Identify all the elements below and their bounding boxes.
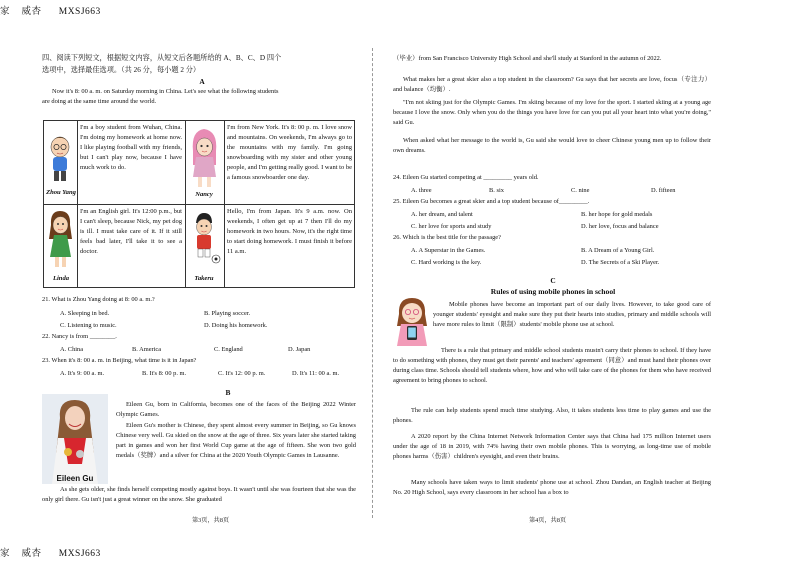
section-a-heading: A bbox=[199, 77, 205, 86]
page-divider bbox=[372, 48, 373, 518]
question-22: 22. Nancy is from ________. bbox=[42, 333, 117, 340]
q22-option-a[interactable]: A. China bbox=[60, 346, 84, 353]
linda-name: Linda bbox=[52, 275, 70, 282]
right-page-number: 第4页，共8页 bbox=[529, 517, 567, 524]
q23-option-a[interactable]: A. It's 9: 00 a. m. bbox=[60, 370, 105, 377]
skier-photo-icon bbox=[42, 394, 108, 484]
nancy-text: I'm from New York. It's 8: 00 p. m. I love snow and mountains. On weekends, I'm always go to the mountains with my family. I'm going snowboarding with my sister and other young people, and I'm getting really good. I want to be a famous snowboarder one day. bbox=[227, 124, 352, 181]
q25-option-a[interactable]: A. her dream, and talent bbox=[411, 211, 473, 218]
q24-option-c[interactable]: C. nine bbox=[571, 187, 590, 194]
question-21: 21. What is Zhou Yang doing at 8: 00 a. m.? bbox=[42, 296, 155, 303]
q26-option-c[interactable]: C. Hard working is the key. bbox=[411, 259, 482, 266]
zhou-yang-cell bbox=[44, 121, 77, 204]
girl-pink-hair-icon bbox=[185, 121, 224, 193]
girl-with-phone-icon bbox=[393, 296, 431, 348]
c-title: Rules of using mobile phones in school bbox=[490, 287, 616, 296]
b-paragraph-1: Eileen Gu, born in California, becomes one of the faces of the Beijing 2022 Winter Olympic Games. bbox=[116, 401, 356, 418]
nancy-name: Nancy bbox=[195, 191, 213, 198]
eileen-gu-photo bbox=[42, 394, 108, 484]
q25-option-c[interactable]: C. her love for sports and study bbox=[411, 223, 492, 230]
nancy-cell bbox=[185, 121, 224, 204]
zhou-yang-name: Zhou Yang bbox=[46, 189, 76, 196]
b-continued-2: What makes her a great skier also a top student in the classroom? Gu says that her secrets are love, focus（专注力）and balance（均衡）. bbox=[393, 76, 711, 93]
c-paragraph-5: Many schools have taken ways to limit students' phone use at school. Zhou Dandan, an English teacher at Beijing No. 20 High School, says every classroom in her school has a box to bbox=[393, 479, 711, 496]
zhou-yang-text: I'm a boy student from Wuhan, China. I'm doing my homework at home now. I like playing football with my friends, but I can't play now, because I have much work to do. bbox=[80, 124, 182, 171]
q21-option-c[interactable]: C. Listening to music. bbox=[60, 322, 117, 329]
c-paragraph-2: There is a rule that primary and middle school students mustn't carry their phones to school. If they have to do something with phones, they must get their parents' and teachers' agreement（同意）and must hand their phones over during class time. Schools should tell students where, how and who will take care of the phones for them who have received agreement to bring phones to school. bbox=[393, 347, 711, 384]
b-continued-3: "I'm not skiing just for the Olympic Games. I'm skiing because of my love for the sport. I started skiing at a young age because I love the snow. Only when you do the things you have love for can you put all your heart into what you're doing," said Gu. bbox=[393, 99, 711, 126]
section-c-heading: C bbox=[550, 276, 556, 285]
boy-glasses-icon bbox=[44, 121, 77, 191]
question-25: 25. Eileen Gu becomes a great skier and a top student because of_________. bbox=[393, 198, 590, 205]
q24-option-a[interactable]: A. three bbox=[411, 187, 432, 194]
page-header-label: 家 威杏 MXSJ663 bbox=[0, 7, 101, 17]
students-table bbox=[43, 120, 355, 288]
section-b-heading: B bbox=[225, 388, 231, 397]
q22-option-c[interactable]: C. England bbox=[214, 346, 243, 353]
instruction-line-1: 四、阅读下列短文，根据短文内容，从短文后各题所给的 A、B、C、D 四个 bbox=[42, 54, 282, 62]
c-paragraph-4: A 2020 report by the China Internet Network Information Center says that China had 175 million Internet users under the age of 18 in 2019, with 74% having their own mobile phones. This is worrying, as long-time use of mobile phones harms（伤害）children's eyesight, and even their brains. bbox=[393, 433, 711, 460]
question-23: 23. When it's 8: 00 a. m. in Beijing, what time is it in Japan? bbox=[42, 357, 197, 364]
instruction-line-2: 选项中，选择最佳选项。（共 26 分，每小题 2 分） bbox=[42, 66, 201, 74]
q23-option-d[interactable]: D. It's 11: 00 a. m. bbox=[292, 370, 340, 377]
girl-green-dress-icon bbox=[44, 205, 77, 277]
boy-soccer-icon bbox=[185, 205, 224, 277]
q24-option-d[interactable]: D. fifteen bbox=[651, 187, 676, 194]
left-page-number: 第3页，共8页 bbox=[192, 517, 230, 524]
linda-text: I'm an English girl. It's 12:00 p.m., but I can't sleep, because Nick, my pet dog is ill. I must take care of it. If it still feels bad later, I'll take it to see a doctor. bbox=[80, 208, 182, 255]
intro-line-1: Now it's 8: 00 a. m. on Saturday morning in China. Let's see what the following students bbox=[52, 88, 279, 95]
q21-option-b[interactable]: B. Playing soccer. bbox=[204, 310, 251, 317]
phone-girl-illustration bbox=[393, 296, 429, 348]
q23-option-b[interactable]: B. It's 8: 00 p. m. bbox=[142, 370, 187, 377]
q26-option-a[interactable]: A. A Superstar in the Games. bbox=[411, 247, 486, 254]
takeru-cell bbox=[185, 205, 224, 289]
takeru-text: Hello, I'm from Japan. It's 9 a.m. now. On weekends, I often get up at 7 then I'll do my homework in two hours. Now, it's the right time to start doing homework. I must finish it before 11 a.m. bbox=[227, 208, 352, 255]
takeru-name: Takeru bbox=[194, 275, 214, 282]
q26-option-b[interactable]: B. A Dream of a Young Girl. bbox=[581, 247, 655, 254]
b-continued-4: When asked what her message to the world is, Gu said she would love to cheer Chinese young men up to follow their own dreams. bbox=[393, 137, 711, 154]
b-paragraph-3: As she gets older, she finds herself competing mostly against boys. It wasn't until she was fourteen that she was the only girl there. Gu isn't just a great winner on the snow. She graduated bbox=[42, 486, 356, 503]
intro-line-2: are doing at the same time around the world. bbox=[42, 98, 157, 105]
page-footer-label: 家 威杏 MXSJ663 bbox=[0, 549, 101, 559]
question-24: 24. Eileen Gu started competing at _________ years old. bbox=[393, 174, 539, 181]
q24-option-b[interactable]: B. six bbox=[489, 187, 504, 194]
c-paragraph-1: Mobile phones have become an important part of our daily lives. However, to take good care of younger students' eyesight and make sure they put their hearts into studies, primary and middle schools will have more rules to limit（限制）students' mobile phone use at school. bbox=[433, 301, 711, 328]
q22-option-d[interactable]: D. Japan bbox=[288, 346, 311, 353]
b-continued-1: （毕业）from San Francisco University High School and she'll study at Stanford in the autumn of 2022. bbox=[393, 55, 662, 62]
q25-option-d[interactable]: D. her love, focus and balance bbox=[581, 223, 659, 230]
q23-option-c[interactable]: C. It's 12: 00 p. m. bbox=[218, 370, 266, 377]
photo-caption: Eileen Gu bbox=[56, 474, 94, 483]
b-paragraph-2: Eileen Gu's mother is Chinese, they spent almost every summer in Beijing, so Gu knows Chinese very well. Gu skied on the snow at the age of three. Six years later she started taking part in games and won her first World Cup game at the age of fifteen. She won two gold medals（奖牌）and a silver for China at the 2020 Youth Olympic Games in Lausanne. bbox=[116, 422, 356, 459]
q25-option-b[interactable]: B. her hope for gold medals bbox=[581, 211, 653, 218]
q26-option-d[interactable]: D. The Secrets of a Ski Player. bbox=[581, 259, 660, 266]
q22-option-b[interactable]: B. America bbox=[132, 346, 162, 353]
linda-cell bbox=[44, 205, 77, 289]
q21-option-d[interactable]: D. Doing his homework. bbox=[204, 322, 268, 329]
question-26: 26. Which is the best title for the passage? bbox=[393, 234, 501, 241]
c-paragraph-3: The rule can help students spend much time studying. Also, it takes students less time to play games and use the phones. bbox=[393, 407, 711, 424]
q21-option-a[interactable]: A. Sleeping in bed. bbox=[60, 310, 110, 317]
